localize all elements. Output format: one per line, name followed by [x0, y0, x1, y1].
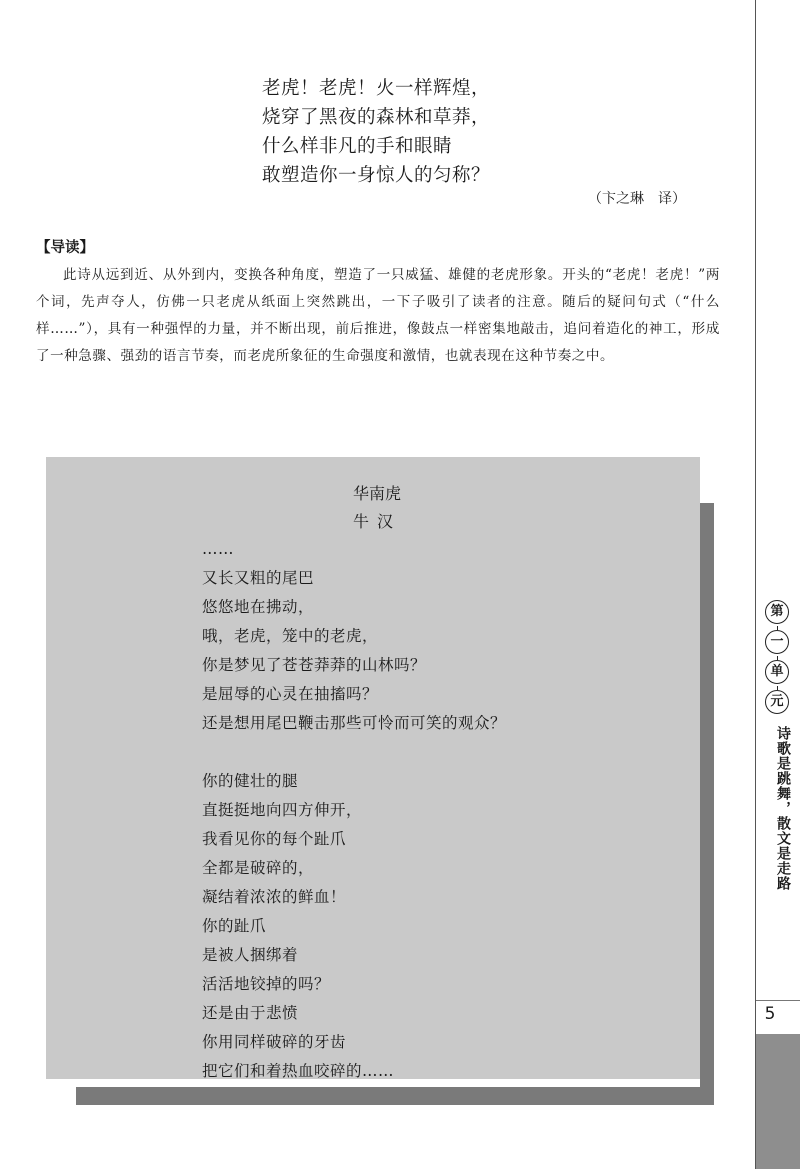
excerpt-line: 你的趾爪 [202, 917, 267, 935]
guide-heading: 【导读】 [36, 240, 94, 256]
guide-paragraph: 此诗从远到近、从外到内，变换各种角度，塑造了一只威猛、雄健的老虎形象。开头的“老虎！老虎！”两个词，先声夺人，仿佛一只老虎从纸面上突然跳出，一下子吸引了读者的注意。随后的疑问句式（“什么样……”），具有一种强悍的力量，并不断出现，前后推进，像鼓点一样密集地敲击，追问着造化的神工，形成了一种急骤、强劲的语言节奏，而老虎所象征的生命强度和激情，也就表现在这种节奏之中。 [36, 267, 720, 364]
top-poem-line: 敢塑造你一身惊人的匀称？ [262, 165, 491, 186]
excerpt-lines [202, 535, 506, 1086]
excerpt-line: 还是由于悲愤 [202, 1004, 299, 1022]
unit-char: 单 [765, 660, 789, 684]
excerpt-line: 悠悠地在拂动， [202, 598, 315, 616]
unit-title: 诗歌是跳舞，散文是走路 [775, 725, 791, 891]
excerpt-line: 全都是破碎的， [202, 859, 315, 877]
excerpt-line: 我看见你的每个趾爪 [202, 830, 347, 848]
box-shadow-gap [714, 503, 717, 1105]
excerpt-line: 你用同样破碎的牙齿 [202, 1033, 347, 1051]
excerpt-line: 又长又粗的尾巴 [202, 569, 315, 587]
unit-char: 一 [765, 630, 789, 654]
excerpt-line: 活活地铰掉的吗？ [202, 975, 331, 993]
excerpt-line: 你的健壮的腿 [202, 772, 299, 790]
unit-label [760, 600, 794, 716]
excerpt-line: 哦，老虎，笼中的老虎， [202, 627, 379, 645]
stanza-gap [202, 738, 506, 767]
excerpt-line: 你是梦见了苍苍莽莽的山林吗？ [202, 656, 427, 674]
excerpt-line: 是被人捆绑着 [202, 946, 299, 964]
margin-gray-block [756, 1034, 800, 1169]
page-number: 5 [764, 1004, 776, 1024]
box-shadow-right [700, 503, 714, 1105]
excerpt-line: 是屈辱的心灵在抽搐吗？ [202, 685, 379, 703]
excerpt-line: 还是想用尾巴鞭击那些可怜而可笑的观众？ [202, 714, 507, 732]
excerpt-line: 把它们和着热血咬碎的…… [202, 1062, 395, 1080]
unit-char: 元 [765, 690, 789, 714]
top-poem-line: 什么样非凡的手和眼睛 [262, 136, 453, 157]
excerpt-box [46, 457, 700, 1079]
unit-char: 第 [765, 600, 789, 624]
translator-credit: （卞之琳 译） [588, 191, 686, 207]
excerpt-line: 凝结着浓浓的鲜血！ [202, 888, 347, 906]
top-poem-line: 老虎！老虎！火一样辉煌， [262, 78, 491, 99]
excerpt-author: 牛汉 [352, 512, 401, 531]
page-margin-line [755, 0, 756, 1169]
excerpt-title: 华南虎 [352, 484, 401, 503]
top-poem-line: 烧穿了黑夜的森林和草莽， [262, 107, 491, 128]
excerpt-line: …… [202, 540, 234, 558]
box-shadow-bottom [76, 1087, 714, 1105]
excerpt-line: 直挺挺地向四方伸开， [202, 801, 363, 819]
top-poem [262, 74, 490, 190]
